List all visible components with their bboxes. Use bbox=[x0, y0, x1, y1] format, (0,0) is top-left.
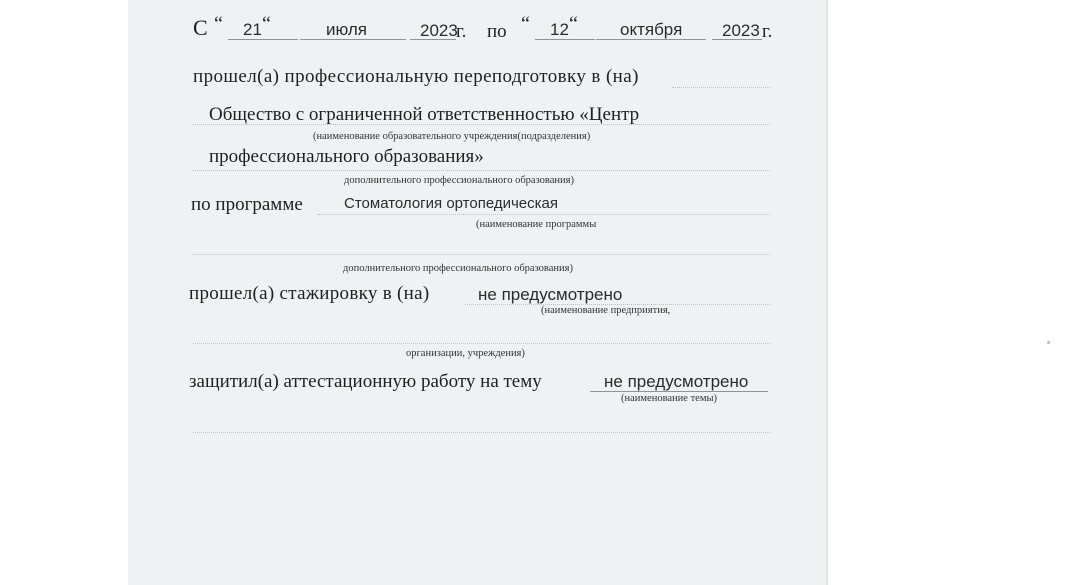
institution-caption1: (наименование образовательного учреждения(подразделения) bbox=[313, 131, 591, 142]
internship-caption1: (наименование предприятия, bbox=[541, 305, 671, 316]
period-from-close-quote: “ bbox=[262, 13, 271, 35]
program-line2 bbox=[193, 254, 770, 255]
period-from-year: 2023 bbox=[420, 21, 458, 40]
program-line bbox=[318, 214, 770, 215]
period-to-close-quote: “ bbox=[569, 13, 578, 35]
program-label: по программе bbox=[191, 194, 303, 215]
thesis-underline bbox=[590, 391, 768, 392]
period-to-day-underline bbox=[535, 39, 595, 40]
period-from-day-underline bbox=[228, 39, 298, 40]
period-from-prefix: С bbox=[193, 15, 208, 40]
internship-label: прошел(а) стажировку в (на) bbox=[189, 283, 430, 304]
period-from-month-underline bbox=[300, 39, 406, 40]
thesis-caption: (наименование темы) bbox=[621, 393, 718, 404]
thesis-line2 bbox=[193, 432, 770, 433]
program-caption2: дополнительного профессионального образования) bbox=[343, 263, 573, 274]
retraining-institution-line2: профессионального образования» bbox=[209, 146, 484, 167]
retraining-label: прошел(а) профессиональную переподготовку в (на) bbox=[193, 66, 639, 87]
institution-line2 bbox=[193, 170, 770, 171]
period-from-month: июля bbox=[326, 20, 367, 39]
period-to-day: 12 bbox=[550, 20, 569, 39]
period-to-open-quote: “ bbox=[521, 13, 530, 35]
period-from-year-underline bbox=[410, 39, 456, 40]
period-from-year-suffix: г. bbox=[456, 21, 467, 42]
institution-caption2: дополнительного профессионального образования) bbox=[344, 175, 574, 186]
program-value: Стоматология ортопедическая bbox=[344, 195, 558, 212]
retraining-institution-line1: Общество с ограниченной ответственностью «Центр bbox=[209, 104, 640, 125]
thesis-value: не предусмотрено bbox=[604, 372, 749, 391]
internship-value: не предусмотрено bbox=[478, 285, 623, 304]
internship-line2 bbox=[193, 343, 770, 344]
period-to-year: 2023 bbox=[722, 21, 760, 40]
period-to-year-suffix: г. bbox=[762, 21, 773, 42]
program-caption1: (наименование программы bbox=[476, 219, 597, 230]
thesis-label: защитил(а) аттестационную работу на тему bbox=[189, 371, 542, 392]
retraining-line bbox=[672, 87, 770, 88]
period-to-year-underline bbox=[712, 39, 762, 40]
page-edge bbox=[826, 0, 828, 585]
period-to-month: октября bbox=[620, 20, 683, 39]
period-from-day: 21 bbox=[243, 20, 262, 39]
period-to-month-underline bbox=[596, 39, 706, 40]
period-to-prefix: по bbox=[487, 21, 507, 42]
internship-caption2: организации, учреждения) bbox=[406, 348, 525, 359]
period-from-open-quote: “ bbox=[214, 13, 223, 35]
institution-line1 bbox=[193, 124, 770, 125]
scan-speck bbox=[1047, 341, 1050, 344]
